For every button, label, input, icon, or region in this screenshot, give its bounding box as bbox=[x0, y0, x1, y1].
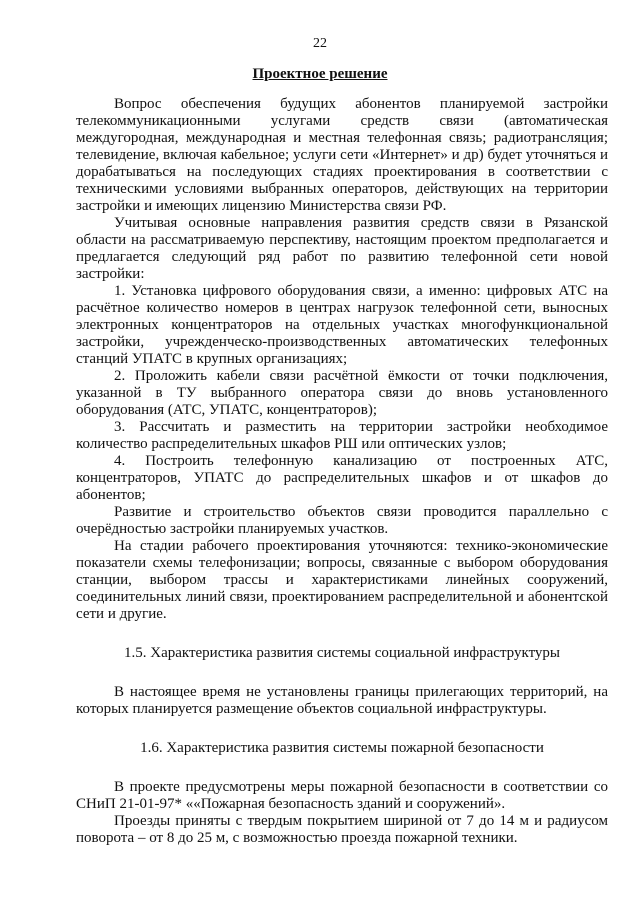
paragraph-list-item-4: 4. Построить телефонную канализацию от построенных АТС, концентраторов, УПАТС до распределительных шкафов и от шкафов до абонентов; bbox=[76, 453, 608, 503]
paragraph-construction-parallel: Развитие и строительство объектов связи проводится параллельно с очерёдностью застройки планируемых участков. bbox=[76, 504, 608, 537]
section-1-5-title: 1.5. Характеристика развития системы социальной инфраструктуры bbox=[123, 645, 561, 661]
paragraph-development-directions: Учитывая основные направления развития средств связи в Рязанской области на рассматриваемую перспективу, настоящим проектом предполагается и предлагается следующий ряд работ по развитию телефонной сети новой застройки: bbox=[76, 215, 608, 282]
section-1-6-title: 1.6. Характеристика развития системы пожарной безопасности bbox=[140, 740, 544, 756]
page-number: 22 bbox=[313, 36, 327, 51]
paragraph-list-item-3: 3. Рассчитать и разместить на территории застройки необходимое количество распределительных шкафов РШ или оптических узлов; bbox=[76, 419, 608, 452]
paragraph-social-infrastructure: В настоящее время не установлены границы прилегающих территорий, на которых планируется размещение объектов социальной инфраструктуры. bbox=[76, 684, 608, 717]
paragraph-fire-access-roads: Проезды приняты с твердым покрытием шириной от 7 до 14 м и радиусом поворота – от 8 до 25 м, с возможностью проезда пожарной техники. bbox=[76, 813, 608, 846]
paragraph-list-item-1: 1. Установка цифрового оборудования связи, а именно: цифровых АТС на расчётное количество номеров в центрах нагрузок телефонной сети, выносных электронных концентраторов на отдельных участках многофункциональной застройки, учрежденческо-производственных автоматических телефонных станций УПАТС в крупных организациях; bbox=[76, 283, 608, 367]
paragraph-telecom-intro: Вопрос обеспечения будущих абонентов планируемой застройки телекоммуникационными услугами средств связи (автоматическая междугородная, международная и местная телефонная связь; радиотрансляция; телевидение, включая кабельное; услуги сети «Интернет» и др) будет уточняться и дорабатываться на последующих стадиях проектирования в соответствии с техническими условиями выбранных операторов, действующих на территории застройки и имеющих лицензию Министерства связи РФ. bbox=[76, 96, 608, 214]
paragraph-fire-safety-norms: В проекте предусмотрены меры пожарной безопасности в соответствии со СНиП 21-01-97* ««Пожарная безопасность зданий и сооружений». bbox=[76, 779, 608, 812]
paragraph-working-design: На стадии рабочего проектирования уточняются: технико-экономические показатели схемы телефонизации; вопросы, связанные с выбором оборудования станции, выбором трассы и характеристиками линейных сооружений, соединительных линий связи, проектированием распределительной и абонентской сети и другие. bbox=[76, 538, 608, 622]
section-heading: Проектное решение bbox=[252, 66, 388, 82]
document-body bbox=[76, 96, 608, 847]
paragraph-list-item-2: 2. Проложить кабели связи расчётной ёмкости от точки подключения, указанной в ТУ выбранного оператора связи до вновь установленного оборудования (АТС, УПАТС, концентраторов); bbox=[76, 368, 608, 418]
